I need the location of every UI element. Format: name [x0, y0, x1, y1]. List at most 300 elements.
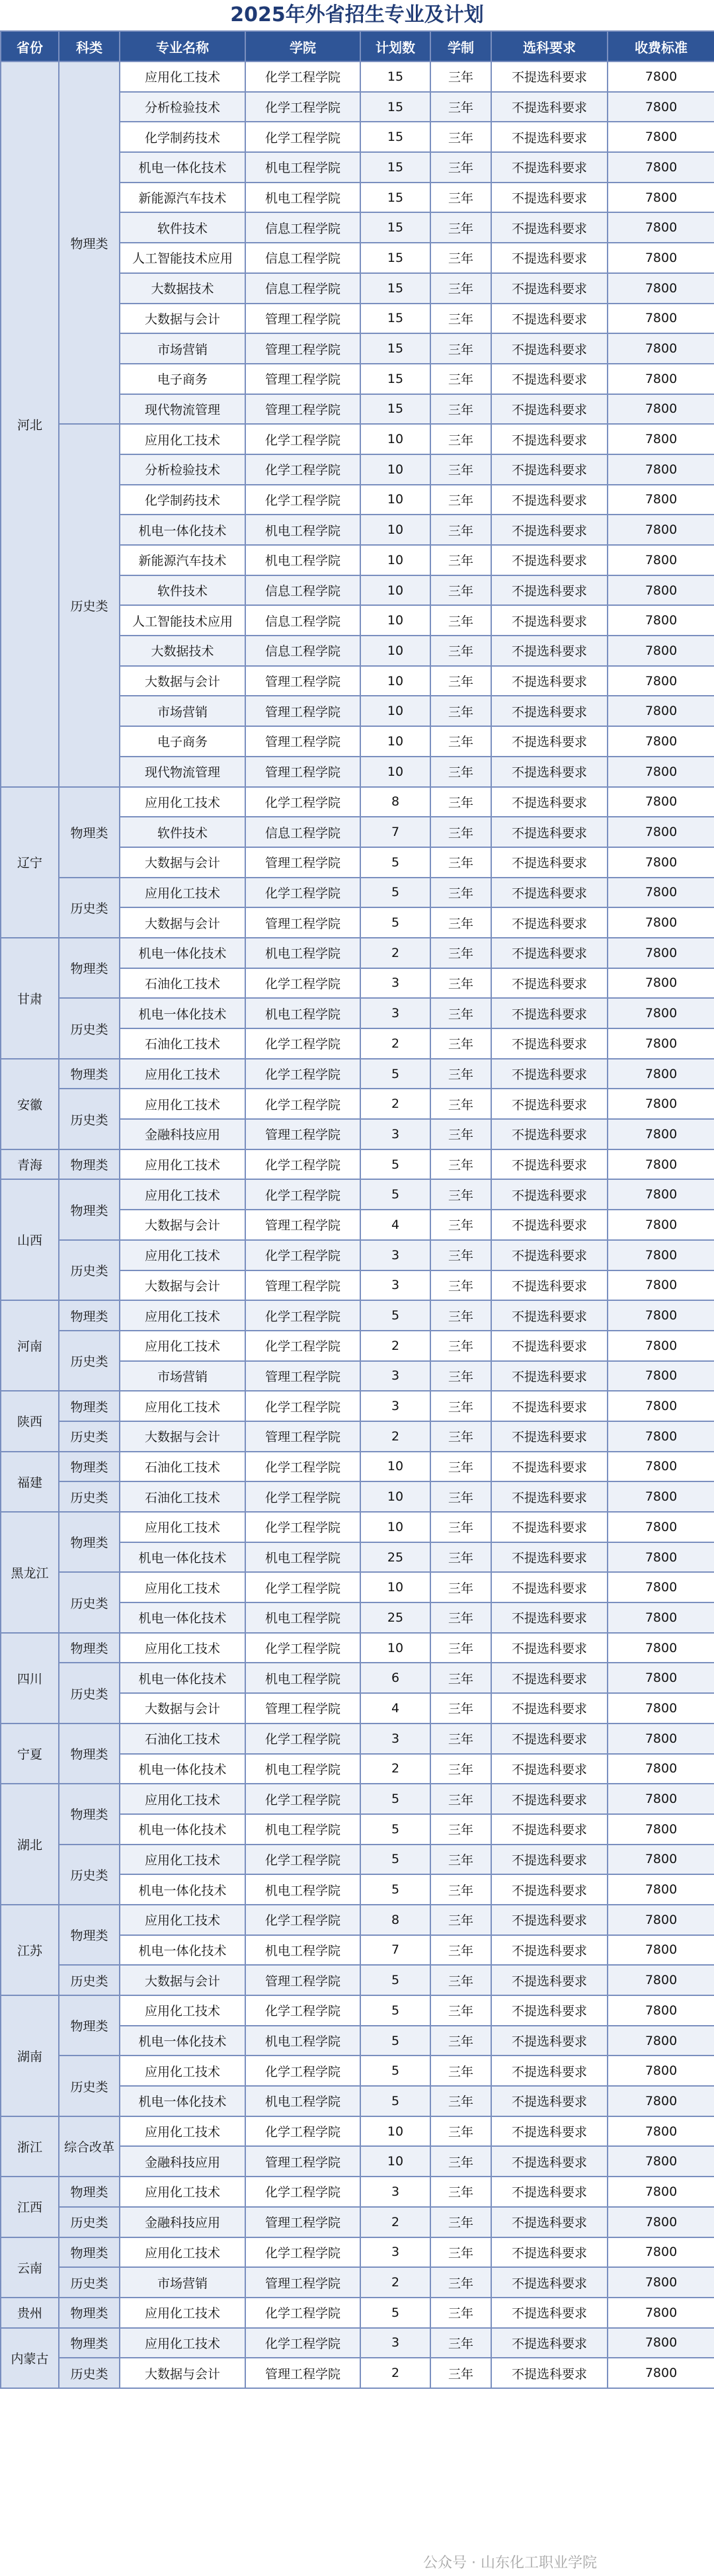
tuition-cell: 7800 [608, 1270, 714, 1301]
subject-requirement-cell: 不提选科要求 [491, 1693, 608, 1724]
plan-count-cell: 5 [360, 1179, 430, 1210]
college-cell: 管理工程学院 [245, 1693, 360, 1724]
table-row [1, 1724, 714, 1754]
subject-requirement-cell: 不提选科要求 [491, 636, 608, 666]
college-cell: 化学工程学院 [245, 1905, 360, 1935]
major-cell: 应用化工技术 [120, 787, 245, 817]
college-cell: 化学工程学院 [245, 1089, 360, 1119]
category-cell: 历史类 [59, 424, 120, 786]
province-cell: 宁夏 [1, 1724, 59, 1784]
duration-cell: 三年 [430, 485, 491, 515]
plan-count-cell: 3 [360, 998, 430, 1028]
tuition-cell: 7800 [608, 726, 714, 757]
major-cell: 应用化工技术 [120, 1572, 245, 1602]
subject-requirement-cell: 不提选科要求 [491, 2237, 608, 2268]
tuition-cell: 7800 [608, 273, 714, 304]
tuition-cell: 7800 [608, 1845, 714, 1875]
plan-count-cell: 2 [360, 2358, 430, 2388]
college-cell: 化学工程学院 [245, 454, 360, 485]
major-cell: 应用化工技术 [120, 1995, 245, 2026]
plan-count-cell: 15 [360, 183, 430, 213]
category-cell: 物理类 [59, 62, 120, 424]
duration-cell: 三年 [430, 1874, 491, 1905]
plan-count-cell: 2 [360, 2267, 430, 2298]
tuition-cell: 7800 [608, 1814, 714, 1845]
tuition-cell: 7800 [608, 1633, 714, 1663]
major-cell: 大数据与会计 [120, 666, 245, 696]
table-row [1, 2116, 714, 2147]
major-cell: 石油化工技术 [120, 1452, 245, 1482]
plan-count-cell: 5 [360, 2056, 430, 2086]
tuition-cell: 7800 [608, 1784, 714, 1814]
page-title: 2025年外省招生专业及计划 [0, 0, 714, 30]
subject-requirement-cell: 不提选科要求 [491, 273, 608, 304]
plan-count-cell: 10 [360, 666, 430, 696]
major-cell: 应用化工技术 [120, 1845, 245, 1875]
duration-cell: 三年 [430, 333, 491, 364]
duration-cell: 三年 [430, 2207, 491, 2237]
duration-cell: 三年 [430, 183, 491, 213]
province-cell: 陕西 [1, 1391, 59, 1451]
plan-count-cell: 6 [360, 1663, 430, 1693]
college-cell: 化学工程学院 [245, 2177, 360, 2207]
duration-cell: 三年 [430, 1391, 491, 1421]
table-row [1, 1179, 714, 1210]
major-cell: 新能源汽车技术 [120, 545, 245, 575]
plan-count-cell: 25 [360, 1602, 430, 1633]
duration-cell: 三年 [430, 1331, 491, 1361]
duration-cell: 三年 [430, 2267, 491, 2298]
tuition-cell: 7800 [608, 2328, 714, 2358]
duration-cell: 三年 [430, 1572, 491, 1602]
major-cell: 应用化工技术 [120, 878, 245, 908]
subject-requirement-cell: 不提选科要求 [491, 1512, 608, 1542]
plan-count-cell: 15 [360, 212, 430, 243]
tuition-cell: 7800 [608, 1995, 714, 2026]
duration-cell: 三年 [430, 968, 491, 999]
duration-cell: 三年 [430, 2086, 491, 2116]
major-cell: 应用化工技术 [120, 2177, 245, 2207]
table-row [1, 1240, 714, 1270]
province-cell: 福建 [1, 1452, 59, 1512]
duration-cell: 三年 [430, 1452, 491, 1482]
table-row [1, 998, 714, 1028]
category-cell: 物理类 [59, 1995, 120, 2056]
table-row [1, 1331, 714, 1361]
subject-requirement-cell: 不提选科要求 [491, 1149, 608, 1180]
duration-cell: 三年 [430, 2026, 491, 2056]
duration-cell: 三年 [430, 726, 491, 757]
plan-count-cell: 10 [360, 1481, 430, 1512]
category-cell: 物理类 [59, 1391, 120, 1421]
tuition-cell: 7800 [608, 364, 714, 394]
tuition-cell: 7800 [608, 92, 714, 122]
major-cell: 机电一体化技术 [120, 998, 245, 1028]
college-cell: 化学工程学院 [245, 1391, 360, 1421]
category-cell: 物理类 [59, 1633, 120, 1663]
subject-requirement-cell: 不提选科要求 [491, 2298, 608, 2328]
subject-requirement-cell: 不提选科要求 [491, 1935, 608, 1966]
category-cell: 物理类 [59, 1452, 120, 1482]
category-cell: 物理类 [59, 2237, 120, 2268]
duration-cell: 三年 [430, 1481, 491, 1512]
admission-plan-table [0, 30, 714, 2389]
college-cell: 机电工程学院 [245, 938, 360, 968]
subject-requirement-cell: 不提选科要求 [491, 122, 608, 152]
duration-cell: 三年 [430, 938, 491, 968]
duration-cell: 三年 [430, 817, 491, 847]
major-cell: 大数据与会计 [120, 907, 245, 938]
major-cell: 化学制药技术 [120, 485, 245, 515]
plan-count-cell: 10 [360, 515, 430, 545]
plan-count-cell: 5 [360, 1059, 430, 1089]
duration-cell: 三年 [430, 1602, 491, 1633]
province-cell: 内蒙古 [1, 2328, 59, 2388]
major-cell: 机电一体化技术 [120, 515, 245, 545]
major-cell: 大数据与会计 [120, 1693, 245, 1724]
college-cell: 管理工程学院 [245, 847, 360, 878]
major-cell: 应用化工技术 [120, 2056, 245, 2086]
major-cell: 机电一体化技术 [120, 1874, 245, 1905]
plan-count-cell: 10 [360, 605, 430, 636]
subject-requirement-cell: 不提选科要求 [491, 1421, 608, 1452]
duration-cell: 三年 [430, 1905, 491, 1935]
plan-count-cell: 10 [360, 2146, 430, 2177]
tuition-cell: 7800 [608, 847, 714, 878]
subject-requirement-cell: 不提选科要求 [491, 183, 608, 213]
province-cell: 江苏 [1, 1905, 59, 1995]
major-cell: 金融科技应用 [120, 2207, 245, 2237]
duration-cell: 三年 [430, 243, 491, 273]
subject-requirement-cell: 不提选科要求 [491, 1119, 608, 1149]
college-cell: 管理工程学院 [245, 666, 360, 696]
tuition-cell: 7800 [608, 636, 714, 666]
college-cell: 化学工程学院 [245, 1179, 360, 1210]
major-cell: 应用化工技术 [120, 1059, 245, 1089]
category-cell: 历史类 [59, 1421, 120, 1452]
plan-count-cell: 5 [360, 2086, 430, 2116]
tuition-cell: 7800 [608, 696, 714, 726]
table-row [1, 1452, 714, 1482]
major-cell: 机电一体化技术 [120, 1814, 245, 1845]
tuition-cell: 7800 [608, 938, 714, 968]
subject-requirement-cell: 不提选科要求 [491, 1089, 608, 1119]
college-cell: 管理工程学院 [245, 907, 360, 938]
subject-requirement-cell: 不提选科要求 [491, 545, 608, 575]
duration-cell: 三年 [430, 1784, 491, 1814]
duration-cell: 三年 [430, 1240, 491, 1270]
plan-count-cell: 2 [360, 1754, 430, 1784]
plan-count-cell: 10 [360, 575, 430, 606]
province-cell: 江西 [1, 2177, 59, 2237]
tuition-cell: 7800 [608, 454, 714, 485]
subject-requirement-cell: 不提选科要求 [491, 1481, 608, 1512]
college-cell: 管理工程学院 [245, 726, 360, 757]
duration-cell: 三年 [430, 757, 491, 787]
duration-cell: 三年 [430, 2056, 491, 2086]
category-cell: 物理类 [59, 1149, 120, 1180]
category-cell: 历史类 [59, 1240, 120, 1300]
tuition-cell: 7800 [608, 2298, 714, 2328]
major-cell: 石油化工技术 [120, 1481, 245, 1512]
province-cell: 湖北 [1, 1784, 59, 1905]
tuition-cell: 7800 [608, 968, 714, 999]
college-cell: 机电工程学院 [245, 1542, 360, 1573]
subject-requirement-cell: 不提选科要求 [491, 1028, 608, 1059]
duration-cell: 三年 [430, 1210, 491, 1240]
major-cell: 市场营销 [120, 696, 245, 726]
category-cell: 历史类 [59, 1845, 120, 1905]
duration-cell: 三年 [430, 2146, 491, 2177]
subject-requirement-cell: 不提选科要求 [491, 968, 608, 999]
table-row [1, 1481, 714, 1512]
major-cell: 机电一体化技术 [120, 2026, 245, 2056]
duration-cell: 三年 [430, 1179, 491, 1210]
duration-cell: 三年 [430, 1542, 491, 1573]
subject-requirement-cell: 不提选科要求 [491, 1331, 608, 1361]
plan-count-cell: 5 [360, 907, 430, 938]
college-cell: 管理工程学院 [245, 2358, 360, 2388]
duration-cell: 三年 [430, 1693, 491, 1724]
subject-requirement-cell: 不提选科要求 [491, 2086, 608, 2116]
duration-cell: 三年 [430, 575, 491, 606]
province-cell: 辽宁 [1, 787, 59, 938]
tuition-cell: 7800 [608, 1481, 714, 1512]
college-cell: 信息工程学院 [245, 212, 360, 243]
major-cell: 应用化工技术 [120, 424, 245, 454]
header-major: 专业名称 [120, 31, 245, 62]
tuition-cell: 7800 [608, 1149, 714, 1180]
category-cell: 历史类 [59, 1965, 120, 1995]
table-row [1, 2298, 714, 2328]
major-cell: 应用化工技术 [120, 1633, 245, 1663]
subject-requirement-cell: 不提选科要求 [491, 62, 608, 92]
major-cell: 石油化工技术 [120, 968, 245, 999]
major-cell: 应用化工技术 [120, 1089, 245, 1119]
college-cell: 化学工程学院 [245, 2116, 360, 2147]
table-body [1, 62, 714, 2388]
category-cell: 物理类 [59, 2328, 120, 2358]
province-cell: 河北 [1, 62, 59, 787]
subject-requirement-cell: 不提选科要求 [491, 394, 608, 425]
tuition-cell: 7800 [608, 1361, 714, 1392]
tuition-cell: 7800 [608, 515, 714, 545]
duration-cell: 三年 [430, 1995, 491, 2026]
tuition-cell: 7800 [608, 2116, 714, 2147]
subject-requirement-cell: 不提选科要求 [491, 2358, 608, 2388]
subject-requirement-cell: 不提选科要求 [491, 1633, 608, 1663]
college-cell: 化学工程学院 [245, 485, 360, 515]
college-cell: 化学工程学院 [245, 2056, 360, 2086]
subject-requirement-cell: 不提选科要求 [491, 696, 608, 726]
tuition-cell: 7800 [608, 666, 714, 696]
table-row [1, 2267, 714, 2298]
subject-requirement-cell: 不提选科要求 [491, 1361, 608, 1392]
plan-count-cell: 2 [360, 938, 430, 968]
major-cell: 金融科技应用 [120, 1119, 245, 1149]
college-cell: 机电工程学院 [245, 152, 360, 183]
major-cell: 人工智能技术应用 [120, 605, 245, 636]
plan-count-cell: 5 [360, 2298, 430, 2328]
plan-count-cell: 5 [360, 1300, 430, 1331]
major-cell: 应用化工技术 [120, 1300, 245, 1331]
duration-cell: 三年 [430, 2237, 491, 2268]
category-cell: 历史类 [59, 1572, 120, 1632]
table-row [1, 1512, 714, 1542]
table-row [1, 878, 714, 908]
subject-requirement-cell: 不提选科要求 [491, 1059, 608, 1089]
table-row [1, 1059, 714, 1089]
duration-cell: 三年 [430, 364, 491, 394]
plan-count-cell: 2 [360, 1089, 430, 1119]
major-cell: 机电一体化技术 [120, 1542, 245, 1573]
category-cell: 物理类 [59, 2298, 120, 2328]
duration-cell: 三年 [430, 1421, 491, 1452]
plan-count-cell: 10 [360, 424, 430, 454]
duration-cell: 三年 [430, 1300, 491, 1331]
duration-cell: 三年 [430, 878, 491, 908]
college-cell: 管理工程学院 [245, 1421, 360, 1452]
plan-count-cell: 10 [360, 485, 430, 515]
plan-count-cell: 5 [360, 847, 430, 878]
college-cell: 机电工程学院 [245, 2026, 360, 2056]
subject-requirement-cell: 不提选科要求 [491, 454, 608, 485]
college-cell: 化学工程学院 [245, 1452, 360, 1482]
table-row [1, 1633, 714, 1663]
subject-requirement-cell: 不提选科要求 [491, 757, 608, 787]
table-row [1, 2237, 714, 2268]
plan-count-cell: 15 [360, 122, 430, 152]
college-cell: 化学工程学院 [245, 92, 360, 122]
duration-cell: 三年 [430, 454, 491, 485]
college-cell: 机电工程学院 [245, 2086, 360, 2116]
subject-requirement-cell: 不提选科要求 [491, 424, 608, 454]
major-cell: 大数据技术 [120, 636, 245, 666]
college-cell: 化学工程学院 [245, 1633, 360, 1663]
category-cell: 历史类 [59, 2358, 120, 2388]
province-cell: 湖南 [1, 1995, 59, 2116]
subject-requirement-cell: 不提选科要求 [491, 485, 608, 515]
plan-count-cell: 8 [360, 1905, 430, 1935]
college-cell: 管理工程学院 [245, 1119, 360, 1149]
subject-requirement-cell: 不提选科要求 [491, 938, 608, 968]
college-cell: 化学工程学院 [245, 1845, 360, 1875]
province-cell: 安徽 [1, 1059, 59, 1149]
duration-cell: 三年 [430, 1089, 491, 1119]
college-cell: 信息工程学院 [245, 575, 360, 606]
tuition-cell: 7800 [608, 485, 714, 515]
college-cell: 信息工程学院 [245, 636, 360, 666]
province-cell: 河南 [1, 1300, 59, 1391]
subject-requirement-cell: 不提选科要求 [491, 726, 608, 757]
province-cell: 贵州 [1, 2298, 59, 2328]
tuition-cell: 7800 [608, 212, 714, 243]
college-cell: 信息工程学院 [245, 817, 360, 847]
tuition-cell: 7800 [608, 2177, 714, 2207]
subject-requirement-cell: 不提选科要求 [491, 1240, 608, 1270]
major-cell: 市场营销 [120, 1361, 245, 1392]
tuition-cell: 7800 [608, 2056, 714, 2086]
tuition-cell: 7800 [608, 1754, 714, 1784]
college-cell: 信息工程学院 [245, 243, 360, 273]
plan-count-cell: 3 [360, 2328, 430, 2358]
college-cell: 化学工程学院 [245, 1331, 360, 1361]
major-cell: 现代物流管理 [120, 394, 245, 425]
subject-requirement-cell: 不提选科要求 [491, 1270, 608, 1301]
subject-requirement-cell: 不提选科要求 [491, 92, 608, 122]
tuition-cell: 7800 [608, 394, 714, 425]
tuition-cell: 7800 [608, 1452, 714, 1482]
category-cell: 物理类 [59, 1059, 120, 1089]
plan-count-cell: 15 [360, 62, 430, 92]
plan-count-cell: 3 [360, 1240, 430, 1270]
plan-count-cell: 5 [360, 1965, 430, 1995]
tuition-cell: 7800 [608, 1965, 714, 1995]
duration-cell: 三年 [430, 2328, 491, 2358]
major-cell: 应用化工技术 [120, 2328, 245, 2358]
college-cell: 化学工程学院 [245, 878, 360, 908]
duration-cell: 三年 [430, 907, 491, 938]
tuition-cell: 7800 [608, 605, 714, 636]
tuition-cell: 7800 [608, 1028, 714, 1059]
plan-count-cell: 15 [360, 273, 430, 304]
major-cell: 大数据与会计 [120, 1421, 245, 1452]
subject-requirement-cell: 不提选科要求 [491, 1814, 608, 1845]
duration-cell: 三年 [430, 666, 491, 696]
duration-cell: 三年 [430, 998, 491, 1028]
category-cell: 综合改革 [59, 2116, 120, 2177]
subject-requirement-cell: 不提选科要求 [491, 1391, 608, 1421]
subject-requirement-cell: 不提选科要求 [491, 2146, 608, 2177]
subject-requirement-cell: 不提选科要求 [491, 1210, 608, 1240]
major-cell: 金融科技应用 [120, 2146, 245, 2177]
duration-cell: 三年 [430, 304, 491, 334]
major-cell: 机电一体化技术 [120, 1602, 245, 1633]
plan-count-cell: 10 [360, 1633, 430, 1663]
duration-cell: 三年 [430, 545, 491, 575]
college-cell: 化学工程学院 [245, 2298, 360, 2328]
plan-count-cell: 2 [360, 1331, 430, 1361]
subject-requirement-cell: 不提选科要求 [491, 605, 608, 636]
college-cell: 机电工程学院 [245, 1754, 360, 1784]
duration-cell: 三年 [430, 122, 491, 152]
plan-count-cell: 5 [360, 878, 430, 908]
plan-count-cell: 10 [360, 1452, 430, 1482]
duration-cell: 三年 [430, 636, 491, 666]
header-tuition: 收费标准 [608, 31, 714, 62]
category-cell: 物理类 [59, 1724, 120, 1784]
category-cell: 历史类 [59, 2267, 120, 2298]
college-cell: 机电工程学院 [245, 998, 360, 1028]
major-cell: 应用化工技术 [120, 2298, 245, 2328]
category-cell: 物理类 [59, 1300, 120, 1331]
tuition-cell: 7800 [608, 1935, 714, 1966]
major-cell: 大数据与会计 [120, 304, 245, 334]
tuition-cell: 7800 [608, 1119, 714, 1149]
tuition-cell: 7800 [608, 1724, 714, 1754]
plan-count-cell: 10 [360, 454, 430, 485]
major-cell: 机电一体化技术 [120, 1663, 245, 1693]
major-cell: 应用化工技术 [120, 1149, 245, 1180]
category-cell: 物理类 [59, 1179, 120, 1239]
plan-count-cell: 2 [360, 1028, 430, 1059]
college-cell: 管理工程学院 [245, 1210, 360, 1240]
college-cell: 化学工程学院 [245, 1724, 360, 1754]
category-cell: 物理类 [59, 1784, 120, 1844]
tuition-cell: 7800 [608, 2267, 714, 2298]
subject-requirement-cell: 不提选科要求 [491, 1663, 608, 1693]
tuition-cell: 7800 [608, 2026, 714, 2056]
